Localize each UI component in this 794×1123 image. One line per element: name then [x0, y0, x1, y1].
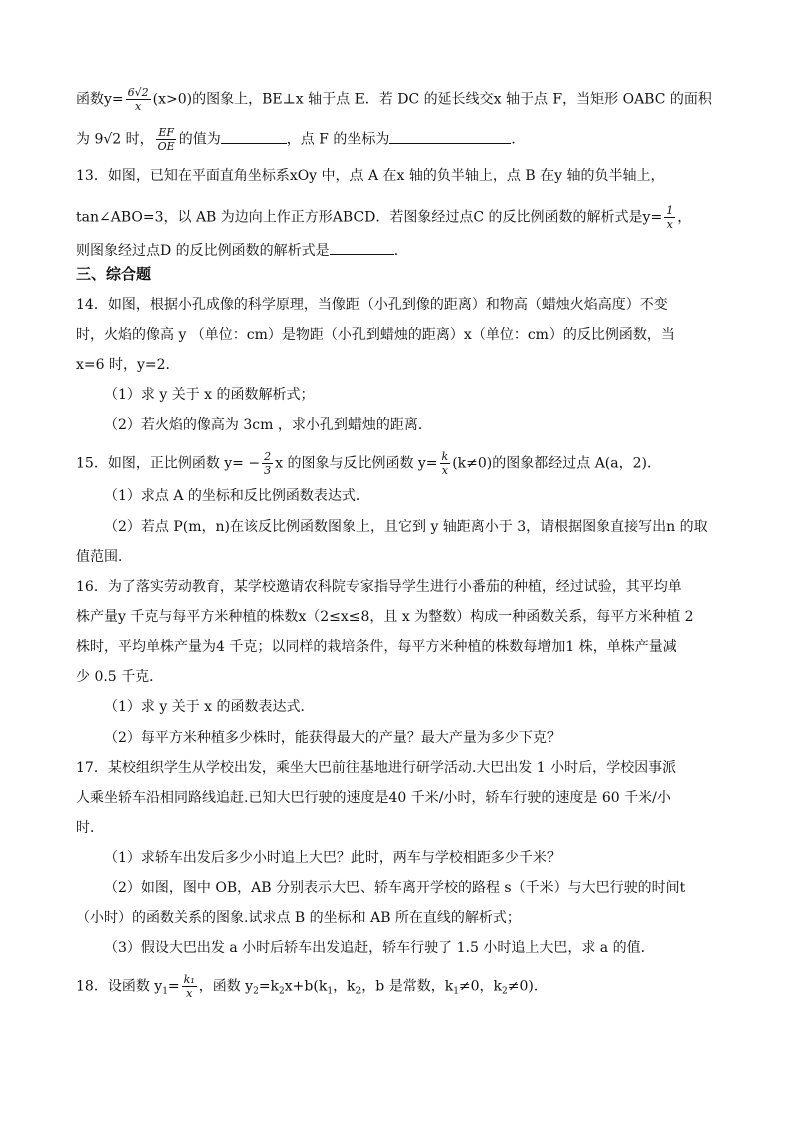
- q12-line-1: [76, 86, 712, 113]
- q12-fraction: $\frac{6√2}{x}$: [127, 86, 149, 113]
- answer-blank: [330, 240, 394, 255]
- q14-line-3: x=6 时，y=2．: [76, 357, 180, 373]
- q15-line-1: [76, 450, 661, 477]
- q18-fraction: $\frac{\text{k₁}}{x}$: [183, 973, 195, 1000]
- q14-line-1: 14．如图，根据小孔成像的科学原理，当像距（小孔到像的距离）和物高（蜡烛火焰高度）不变: [76, 297, 668, 313]
- q16-line-3: 株时，平均单株产量为4 千克；以同样的栽培条件，每平方米种植的株数每增加1 株，单株产量减: [76, 639, 677, 655]
- q15-part-2: （2）若点 P(m，n)在该反比例函数图象上，且它到 y 轴距离小于 3，请根据图象直接写出n 的取: [104, 519, 708, 535]
- q13-fraction: $\frac{1}{x}$: [666, 204, 674, 231]
- q18-line-1: 18．设函数 $y_1=$ $\frac{\text{k₁}}{x}$ ，函数 $y_2=k_2x+b(k_1$，$k_2$，b 是常数，$k_1\ne 0$，$k_2\ne 0$)．: [76, 973, 548, 1000]
- q13-text: ．: [393, 243, 408, 259]
- q12-text: 函数y=: [76, 91, 124, 108]
- q12-text: ，点 F 的坐标为: [286, 131, 390, 148]
- q14-part-1: （1）求 y 关于 x 的函数解析式；: [104, 387, 315, 403]
- q12-text: 的值为: [178, 131, 221, 148]
- q16-line-4: 少 0.5 千克．: [76, 669, 164, 685]
- q13-text: 则图象经过点D 的反比例函数的解析式是: [76, 243, 330, 259]
- answer-blank: [221, 129, 287, 144]
- q12-text: 为 9√2 时，: [76, 131, 154, 148]
- q17-line-2: 人乘坐轿车沿相同路线追赶.已知大巴行驶的速度是40 千米/小时，轿车行驶的速度是 60 千米/小: [76, 790, 671, 806]
- q15-fraction: $\frac{2}{3}$: [264, 450, 272, 477]
- q17-part-2: （2）如图，图中 OB，AB 分别表示大巴、轿车离开学校的路程 s（千米）与大巴行驶的时间t: [104, 880, 686, 896]
- q13-line-3: [76, 240, 408, 261]
- q15-fraction-k-x: $\frac{k}{x}$: [441, 450, 449, 477]
- q17-part-1: （1）求轿车出发后多少小时追上大巴？此时，两车与学校相距多少千米？: [104, 850, 561, 866]
- q15-part-2-cont: 值范围．: [76, 549, 132, 565]
- q16-line-1: 16．为了落实劳动教育，某学校邀请农科院专家指导学生进行小番茄的种植，经过试验，其平均单: [76, 579, 682, 595]
- q15-text: (k≠0)的图象都经过点 A(a，2)．: [452, 455, 661, 472]
- q13-text: ，: [677, 209, 692, 226]
- q12-text: (x>0)的图象上，BE⊥x 轴于点 E．若 DC 的延长线交x 轴于点 F，当矩形 OABC 的面积: [152, 91, 712, 108]
- q17-part-2-cont: （小时）的函数关系的图象.试求点 B 的坐标和 AB 所在直线的解析式；: [76, 910, 521, 926]
- q13-text: tan∠ABO=3，以 AB 为边向上作正方形ABCD．若图象经过点C 的反比例函数的解析式是y=: [76, 209, 663, 226]
- q15-text: x 的图象与反比例函数 y=: [275, 455, 438, 472]
- answer-blank: [389, 129, 511, 144]
- q17-line-1: 17．某校组织学生从学校出发，乘坐大巴前往基地进行研学活动.大巴出发 1 小时后，学校因事派: [76, 760, 677, 776]
- q16-part-2: （2）每平方米种植多少株时，能获得最大的产量？最大产量为多少下克？: [104, 730, 561, 746]
- section-heading: 三、综合题: [76, 265, 152, 283]
- q16-line-2: 株产量y 千克与每平方米种植的株数x（2≤x≤8，且 x 为整数）构成一种函数关系，每平方米种植 2: [76, 609, 694, 625]
- q14-line-2: 时，火焰的像高 y （单位：cm）是物距（小孔到蜡烛的距离）x（单位：cm）的反比例函数，当: [76, 327, 675, 343]
- q16-part-1: （1）求 y 关于 x 的函数表达式．: [104, 699, 315, 715]
- q12-fraction-ef-oe: $\frac{EF}{OE}$: [157, 126, 175, 153]
- q12-line-2: [76, 126, 525, 153]
- q14-part-2: （2）若火焰的像高为 3cm ，求小孔到蜡烛的距离．: [104, 417, 432, 433]
- q12-text: ．: [511, 131, 526, 148]
- q15-part-1: （1）求点 A 的坐标和反比例函数表达式．: [104, 488, 370, 504]
- q15-text: 15．如图，正比例函数 y= −: [76, 455, 261, 472]
- q13-line-2: [76, 204, 691, 231]
- q17-part-3: （3）假设大巴出发 a 小时后轿车出发追赶，轿车行驶了 1.5 小时追上大巴，求 a 的值．: [104, 940, 655, 956]
- q17-line-3: 时．: [76, 820, 104, 836]
- q13-line-1: 13．如图，已知在平面直角坐标系xOy 中，点 A 在x 轴的负半轴上，点 B 在y 轴的负半轴上，: [76, 168, 665, 184]
